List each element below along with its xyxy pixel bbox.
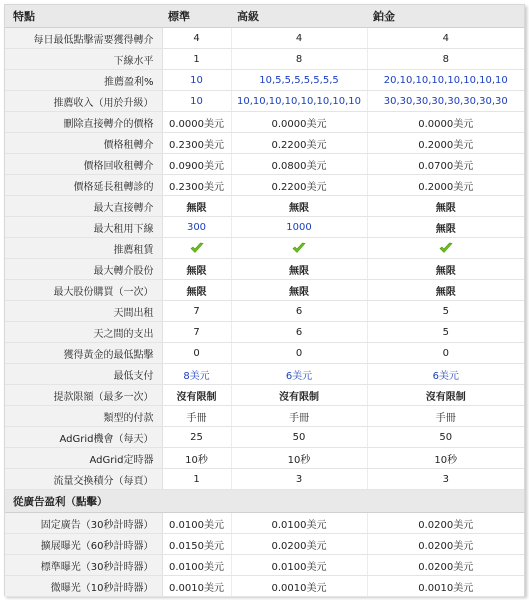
value-standard: 1	[162, 469, 231, 490]
feature-row	[5, 217, 524, 238]
value-platinum: 無限	[367, 259, 524, 280]
feature-label: 流量交換積分（每頁）	[5, 469, 162, 490]
value-premium: 0.0100美元	[231, 555, 367, 576]
earning-row	[5, 513, 524, 534]
feature-row	[5, 70, 524, 91]
value-premium: 沒有限制	[231, 385, 367, 406]
value-premium: 6	[231, 322, 367, 343]
value-standard: 10	[162, 91, 231, 112]
feature-row	[5, 385, 524, 406]
value-premium: 手冊	[231, 406, 367, 427]
feature-label: 下線水平	[5, 49, 162, 70]
value-platinum: 無限	[367, 217, 524, 238]
value-standard: 4	[162, 28, 231, 49]
feature-label: 天間出租	[5, 301, 162, 322]
value-premium: 無限	[231, 259, 367, 280]
feature-row	[5, 322, 524, 343]
value-premium: 8	[231, 49, 367, 70]
feature-label: AdGrid機會（每天）	[5, 427, 162, 448]
earning-label: 標準曝光（30秒計時器）	[5, 555, 162, 576]
earning-label: 微曝光（10秒計時器）	[5, 576, 162, 597]
table-header-row	[5, 5, 524, 28]
value-platinum: 0.0010美元	[367, 576, 524, 597]
value-standard: 8美元	[162, 364, 231, 385]
value-standard: 0.0100美元	[162, 513, 231, 534]
value-standard: 1	[162, 49, 231, 70]
feature-label: 提款限額（最多一次）	[5, 385, 162, 406]
value-platinum: 3	[367, 469, 524, 490]
value-platinum: 4	[367, 28, 524, 49]
feature-label: 最大轉介股份	[5, 259, 162, 280]
feature-row	[5, 343, 524, 364]
value-premium: 0.0800美元	[231, 154, 367, 175]
feature-rows	[5, 28, 524, 490]
checkmark-icon	[292, 242, 306, 254]
checkmark-icon	[190, 242, 204, 254]
feature-row	[5, 49, 524, 70]
value-standard: 25	[162, 427, 231, 448]
feature-row	[5, 469, 524, 490]
earning-row	[5, 576, 524, 597]
value-premium: 10,10,10,10,10,10,10,10	[231, 91, 367, 112]
header-plan-platinum: 鉑金	[367, 5, 524, 28]
feature-label: 推薦租賃	[5, 238, 162, 259]
feature-row	[5, 448, 524, 469]
membership-comparison-panel	[4, 4, 525, 596]
feature-row	[5, 154, 524, 175]
value-platinum: 沒有限制	[367, 385, 524, 406]
value-standard: 0.0000美元	[162, 112, 231, 133]
value-premium: 4	[231, 28, 367, 49]
value-platinum: 0	[367, 343, 524, 364]
value-premium	[231, 238, 367, 259]
checkmark-icon	[439, 242, 453, 254]
value-premium: 無限	[231, 196, 367, 217]
feature-label: 刪除直接轉介的價格	[5, 112, 162, 133]
feature-label: 每日最低點擊需要獲得轉介	[5, 28, 162, 49]
feature-label: 推薦盈利%	[5, 70, 162, 91]
value-standard: 10	[162, 70, 231, 91]
feature-label: 獲得黃金的最低點擊	[5, 343, 162, 364]
section-title: 從廣告盈利（點擊）	[5, 490, 162, 513]
earning-row	[5, 555, 524, 576]
value-standard: 手冊	[162, 406, 231, 427]
earning-label: 固定廣告（30秒計時器）	[5, 513, 162, 534]
value-premium: 無限	[231, 280, 367, 301]
feature-row	[5, 364, 524, 385]
value-premium: 0	[231, 343, 367, 364]
value-premium: 6	[231, 301, 367, 322]
value-platinum: 0.0200美元	[367, 555, 524, 576]
value-premium: 0.0100美元	[231, 513, 367, 534]
value-platinum: 0.0000美元	[367, 112, 524, 133]
feature-row	[5, 28, 524, 49]
value-platinum: 0.0700美元	[367, 154, 524, 175]
value-platinum: 30,30,30,30,30,30,30,30	[367, 91, 524, 112]
value-standard: 無限	[162, 196, 231, 217]
feature-row	[5, 280, 524, 301]
feature-label: 最大租用下線	[5, 217, 162, 238]
value-platinum: 50	[367, 427, 524, 448]
value-standard	[162, 238, 231, 259]
value-standard: 0.0900美元	[162, 154, 231, 175]
feature-row	[5, 259, 524, 280]
value-platinum: 5	[367, 322, 524, 343]
feature-label: 價格回收租轉介	[5, 154, 162, 175]
feature-row	[5, 238, 524, 259]
feature-label: 最大股份購買（一次）	[5, 280, 162, 301]
value-standard: 沒有限制	[162, 385, 231, 406]
value-platinum: 手冊	[367, 406, 524, 427]
value-standard: 無限	[162, 259, 231, 280]
value-premium: 50	[231, 427, 367, 448]
feature-row	[5, 301, 524, 322]
feature-row	[5, 406, 524, 427]
feature-row	[5, 133, 524, 154]
value-premium: 0.0200美元	[231, 534, 367, 555]
feature-label: 推薦收入（用於升級）	[5, 91, 162, 112]
value-platinum: 0.2000美元	[367, 133, 524, 154]
feature-row	[5, 427, 524, 448]
feature-label: 最大直接轉介	[5, 196, 162, 217]
value-platinum	[367, 238, 524, 259]
earning-rows	[5, 513, 524, 597]
value-premium: 10,5,5,5,5,5,5,5	[231, 70, 367, 91]
value-platinum: 6美元	[367, 364, 524, 385]
earning-label: 擴展曝光（60秒計時器）	[5, 534, 162, 555]
value-platinum: 8	[367, 49, 524, 70]
feature-row	[5, 112, 524, 133]
value-standard: 7	[162, 301, 231, 322]
feature-label: AdGrid定時器	[5, 448, 162, 469]
value-platinum: 0.0200美元	[367, 534, 524, 555]
section-header-row	[5, 490, 524, 513]
value-premium: 0.0000美元	[231, 112, 367, 133]
comparison-table	[5, 5, 524, 597]
value-premium: 10秒	[231, 448, 367, 469]
value-platinum: 10秒	[367, 448, 524, 469]
value-platinum: 20,10,10,10,10,10,10,10	[367, 70, 524, 91]
value-standard: 0.0150美元	[162, 534, 231, 555]
value-premium: 6美元	[231, 364, 367, 385]
feature-label: 最低支付	[5, 364, 162, 385]
header-plan-standard: 標準	[162, 5, 231, 28]
value-premium: 0.2200美元	[231, 175, 367, 196]
feature-row	[5, 175, 524, 196]
value-premium: 0.2200美元	[231, 133, 367, 154]
value-premium: 3	[231, 469, 367, 490]
value-standard: 0.0100美元	[162, 555, 231, 576]
value-platinum: 無限	[367, 196, 524, 217]
header-feature: 特點	[5, 5, 162, 28]
value-standard: 0.0010美元	[162, 576, 231, 597]
value-standard: 0	[162, 343, 231, 364]
value-premium: 1000	[231, 217, 367, 238]
feature-label: 天之間的支出	[5, 322, 162, 343]
value-platinum: 0.2000美元	[367, 175, 524, 196]
value-standard: 無限	[162, 280, 231, 301]
feature-label: 類型的付款	[5, 406, 162, 427]
value-platinum: 0.0200美元	[367, 513, 524, 534]
value-standard: 0.2300美元	[162, 133, 231, 154]
earning-row	[5, 534, 524, 555]
value-platinum: 無限	[367, 280, 524, 301]
feature-label: 價格延長租轉診的	[5, 175, 162, 196]
value-premium: 0.0010美元	[231, 576, 367, 597]
feature-row	[5, 91, 524, 112]
feature-row	[5, 196, 524, 217]
feature-label: 價格租轉介	[5, 133, 162, 154]
value-platinum: 5	[367, 301, 524, 322]
value-standard: 7	[162, 322, 231, 343]
value-standard: 0.2300美元	[162, 175, 231, 196]
header-plan-premium: 高級	[231, 5, 367, 28]
value-standard: 10秒	[162, 448, 231, 469]
value-standard: 300	[162, 217, 231, 238]
